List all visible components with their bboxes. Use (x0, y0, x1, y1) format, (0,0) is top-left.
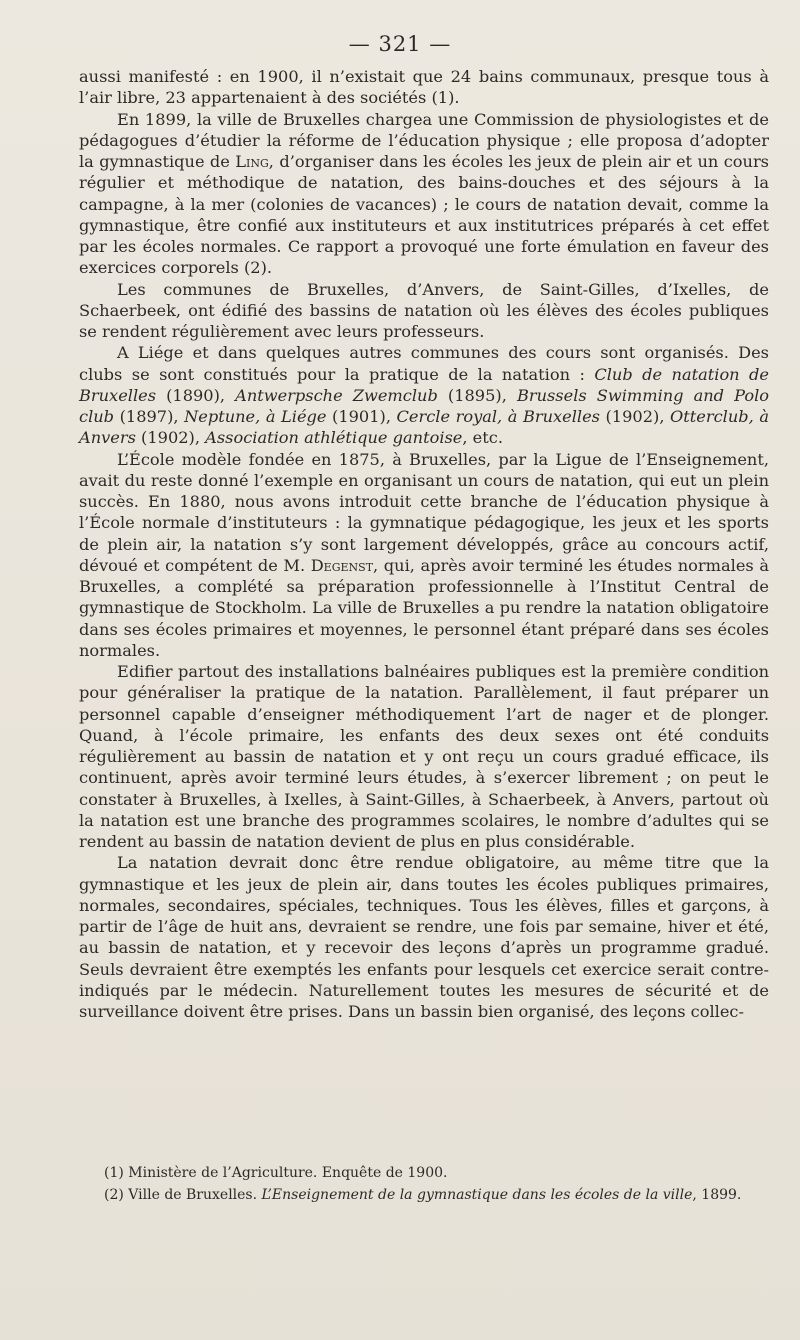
text-segment: Les communes de Bruxelles, d’Anvers, de Saint-Gilles, d’Ixelles, de Schaerbeek, ont édifié des bassins de natation où les élèves des écoles publiques se rendent régulièrement avec leurs professeurs. (79, 279, 769, 341)
italic-text: Association athlétique gantoise (205, 428, 463, 448)
small-caps-name: Degenst (310, 555, 374, 575)
paragraph (79, 852, 769, 1022)
footnote (104, 1184, 774, 1206)
text-segment: A Liége et dans quelques autres communes des cours sont organisés. Des clubs se sont constitués pour la pratique de la natation : (79, 343, 769, 384)
page-number: — 321 — (348, 32, 452, 56)
text-segment: , 1899. (692, 1187, 742, 1203)
italic-text: Cercle royal, à Bruxelles (396, 407, 600, 426)
italic-text: Otterclub, à Anvers (79, 407, 769, 448)
small-caps-name: Ling (235, 152, 269, 171)
body-text (79, 66, 769, 1022)
italic-text: Brussels Swimming and Polo club (79, 385, 770, 426)
text-segment: , qui, après avoir terminé les études normales à Bruxelles, a complété sa préparation professionnelle à l’Institut Central de gymnastique de Stockholm. La ville de Bruxelles a pu rendre la natation obligatoire dans ses écoles primaires et moyennes, le personnel étant préparé dans ses écoles normales. (79, 555, 769, 660)
text-segment: (1901), (326, 407, 397, 426)
paragraph (79, 109, 769, 279)
text-segment: (1895), (437, 385, 517, 405)
text-segment: L’École modèle fondée en 1875, à Bruxelles, par la Ligue de l’Enseignement, avait du reste donné l’exemple en organisant un cours de natation, qui eut un plein succès. En 1880, nous avons introduit cette branche de l’éducation physique à l’École normale d’instituteurs : la gymnatique pédagogique, les jeux et les sports de plein air, la natation s’y sont largement développés, grâce au concours actif, dévoué et compétent de M. (79, 449, 769, 575)
text-segment: (1902), (599, 407, 671, 426)
text-segment: aussi manifesté : en 1900, il n’existait que 24 bains communaux, presque tous à l’air libre, 23 appartenaient à des sociétés (1). (79, 67, 769, 108)
text-segment: , d’organiser dans les écoles les jeux de plein air et un cours régulier et méthodique de natation, des bains-douches et des séjours à la campagne, à la mer (colonies de vacances) ; le cours de natation devait, comme la gymnastique, être confié aux instituteurs et aux institutrices préparés à cet effet par les écoles normales. Ce rapport a provoqué une forte émulation en faveur des exercices corporels (2). (79, 152, 769, 278)
footnote (104, 1162, 774, 1184)
paragraph (79, 342, 769, 448)
text-segment: (1902), (135, 428, 206, 448)
text-segment: , etc. (462, 428, 503, 448)
paragraph (79, 449, 769, 662)
text-segment: (2) Ville de Bruxelles. (104, 1187, 262, 1203)
text-segment: En 1899, la ville de Bruxelles chargea une Commission de physiologistes et de pédagogues d’étudier la réforme de l’éducation physique ; elle proposa d’adopter la gymnastique de (79, 109, 769, 171)
footnotes (104, 1162, 774, 1206)
paragraph (79, 661, 769, 852)
text-segment: (1897), (114, 407, 185, 426)
text-segment: (1) Ministère de l’Agriculture. Enquête de 1900. (104, 1165, 448, 1181)
text-segment: Edifier partout des installations balnéaires publiques est la première condition pour généraliser la pratique de la natation. Parallèlement, il faut préparer un personnel capable d’enseigner méthodiquement l’art de nager et de plonger. Quand, à l’école primaire, les enfants des deux sexes ont été conduits régulièrement au bassin de natation et y ont reçu un cours gradué efficace, ils continuent, après avoir terminé leurs études, à s’exercer librement ; on peut le constater à Bruxelles, à Ixelles, à Saint-Gilles, à Schaerbeek, à Anvers, partout où la natation est une branche des programmes scolaires, le nombre d’adultes qui se rendent au bassin de natation devient de plus en plus considérable. (79, 662, 769, 851)
paragraph (79, 66, 769, 109)
italic-text: L’Enseignement de la gymnastique dans les écoles de la ville (261, 1187, 693, 1203)
italic-text: Neptune, à Liége (184, 407, 327, 426)
text-segment: (1890), (156, 385, 236, 405)
text-segment: La natation devrait donc être rendue obligatoire, au même titre que la gymnastique et les jeux de plein air, dans toutes les écoles publiques primaires, normales, secondaires, spéciales, techniques. Tous les élèves, filles et garçons, à partir de l’âge de huit ans, devraient se rendre, une fois par semaine, hiver et été, au bassin de natation, et y recevoir des leçons d’après un programme gradué. Seuls devraient être exemptés les enfants pour lesquels cet exercice serait contre-indiqués par le médecin. Naturellement toutes les mesures de sécurité et de surveillance doivent être prises. Dans un bassin bien organisé, des leçons collec- (79, 853, 769, 1021)
italic-text: Antwerpsche Zwemclub (235, 385, 438, 405)
paragraph (79, 279, 769, 343)
italic-text: Club de natation de Bruxelles (79, 364, 769, 405)
